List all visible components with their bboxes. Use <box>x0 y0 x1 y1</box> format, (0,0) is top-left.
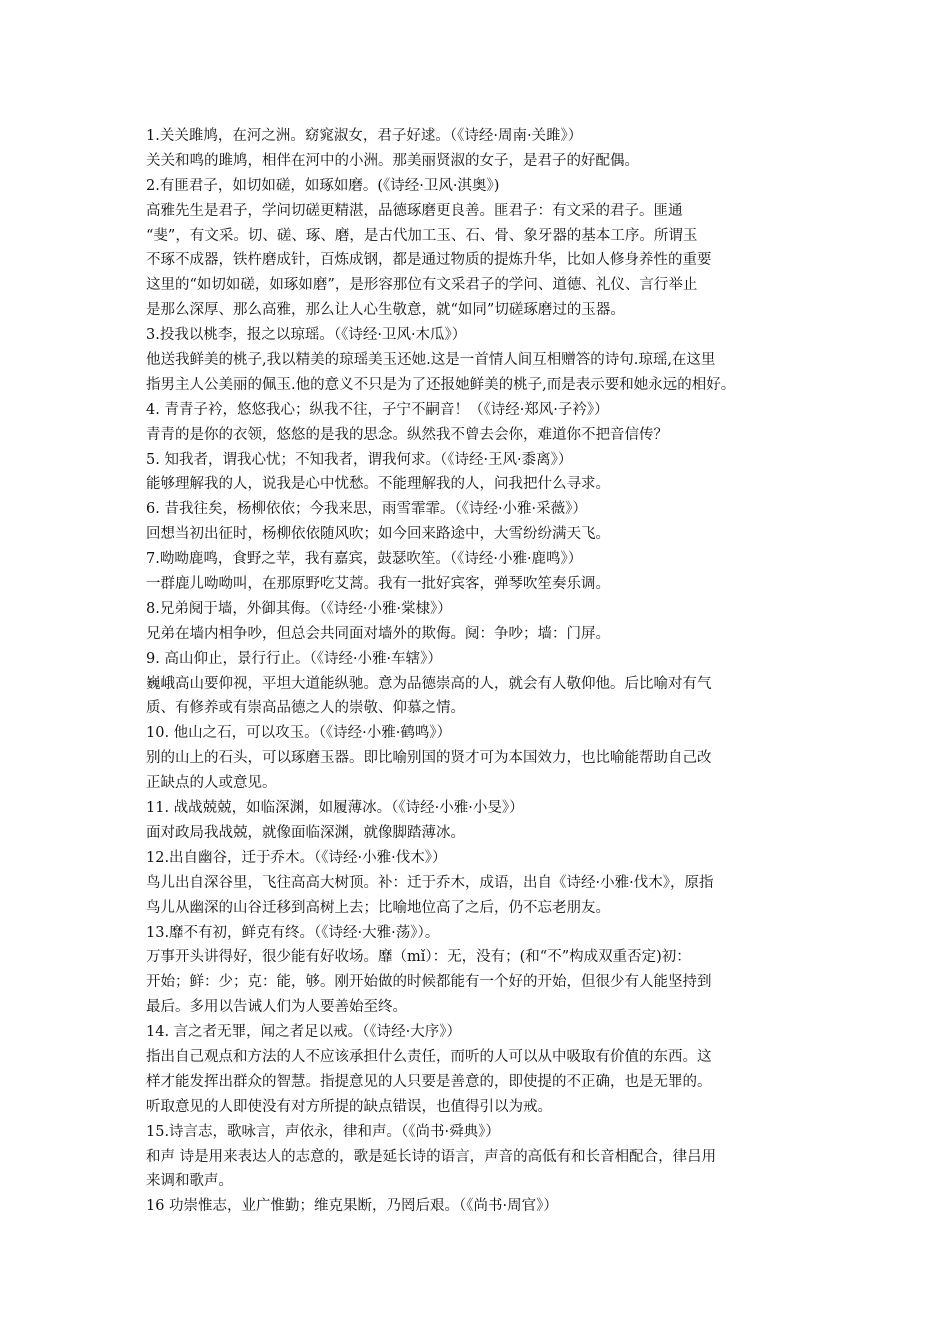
text-line: 青青的是你的衣领，悠悠的是我的思念。纵然我不曾去会你，难道你不把音信传？ <box>146 426 668 443</box>
text-line: 6. 昔我往矣，杨柳依依；今我来思，雨雪霏霏。（《诗经·小雅·采薇》） <box>146 501 587 518</box>
text-line: 别的山上的石头，可以琢磨玉器。即比喻别国的贤才可为本国效力，也比喻能帮助自己改 <box>146 750 712 767</box>
text-line: 他送我鲜美的桃子,我以精美的琼瑶美玉还她.这是一首情人间互相赠答的诗句.琼瑶,在这里 <box>146 352 716 369</box>
text-line: 来调和歌声。 <box>146 1173 233 1190</box>
text-line: 正缺点的人或意见。 <box>146 775 277 792</box>
text-line: 指出自己观点和方法的人不应该承担什么责任，而听的人可以从中吸取有价值的东西。这 <box>146 1048 712 1065</box>
document-body <box>146 124 826 1219</box>
text-line: 3.投我以桃李，报之以琼瑶。（《诗经·卫风·木瓜》） <box>146 327 467 344</box>
text-line: 和声 诗是用来表达人的志意的，歌是延长诗的语言，声音的高低有和长音相配合，律吕用 <box>146 1148 717 1165</box>
text-line: 10. 他山之石，可以攻玉。（《诗经·小雅·鹤鸣》） <box>146 725 452 742</box>
text-line: 面对政局我战兢，就像面临深渊，就像脚踏薄冰。 <box>146 824 465 841</box>
text-line: 巍峨高山要仰视，平坦大道能纵驰。意为品德崇高的人，就会有人敬仰他。后比喻对有气 <box>146 675 712 692</box>
text-line: 不琢不成器，铁杵磨成针，百炼成钢，都是通过物质的提炼升华，比如人修身养性的重要 <box>146 252 712 269</box>
text-line: 回想当初出征时，杨柳依依随风吹；如今回来路途中，大雪纷纷满天飞。 <box>146 526 610 543</box>
text-line: 4. 青青子衿，悠悠我心；纵我不往，子宁不嗣音！（《诗经·郑风·子衿》） <box>146 401 609 418</box>
text-line: 指男主人公美丽的佩玉.他的意义不只是为了还报她鲜美的桃子,而是表示要和她永远的相好。 <box>146 376 736 393</box>
text-line: 高雅先生是君子，学问切磋更精湛，品德琢磨更良善。匪君子：有文采的君子。匪通 <box>146 202 683 219</box>
text-line: 7.呦呦鹿鸣，食野之苹，我有嘉宾，鼓瑟吹笙。（《诗经·小雅·鹿鸣》） <box>146 551 583 568</box>
text-line: 是那么深厚、那么高雅，那么让人心生敬意，就“如同”切磋琢磨过的玉器。 <box>146 302 625 319</box>
text-line: 8.兄弟阋于墙，外御其侮。（《诗经·小雅·棠棣》） <box>146 600 452 617</box>
text-line: 一群鹿儿呦呦叫，在那原野吃艾蒿。我有一批好宾客，弹琴吹笙奏乐调。 <box>146 576 610 593</box>
text-line: 质、有修养或有崇高品德之人的崇敬、仰慕之情。 <box>146 700 465 717</box>
text-line: 听取意见的人即使没有对方所提的缺点错误，也值得引以为戒。 <box>146 1098 552 1115</box>
text-line: 样才能发挥出群众的智慧。指提意见的人只要是善意的，即使提的不正确，也是无罪的。 <box>146 1073 712 1090</box>
text-line: 最后。多用以告诫人们为人要善始至终。 <box>146 999 407 1016</box>
text-line: 开始；鲜：少；克：能，够。刚开始做的时候都能有一个好的开始，但很少有人能坚持到 <box>146 974 712 991</box>
text-line: 9. 高山仰止，景行行止。（《诗经·小雅·车辖》） <box>146 650 442 667</box>
text-line: 鸟儿出自深谷里，飞往高高大树顶。补：迁于乔木，成语，出自《诗经·小雅·伐木》，原指 <box>146 874 714 891</box>
text-line: 2.有匪君子，如切如磋，如琢如磨。(《诗经·卫风·淇奥》) <box>146 177 500 194</box>
text-line: 13.靡不有初，鲜克有终。（《诗经·大雅·荡》）。 <box>146 924 440 941</box>
text-line: 5. 知我者，谓我心忧；不知我者，谓我何求。（《诗经·王风·黍离》） <box>146 451 573 468</box>
text-line: 11. 战战兢兢，如临深渊，如履薄冰。（《诗经·小雅·小旻》） <box>146 800 524 817</box>
text-line: 15.诗言志，歌咏言，声依永，律和声。（《尚书·舜典》） <box>146 1123 500 1140</box>
text-line: 兄弟在墙内相争吵，但总会共同面对墙外的欺侮。阋：争吵；墙：门屏。 <box>146 625 610 642</box>
text-line: “斐”，有文采。切、磋、琢、磨，是古代加工玉、石、骨、象牙器的基本工序。所谓玉 <box>146 227 698 244</box>
text-line: 关关和鸣的雎鸠，相伴在河中的小洲。那美丽贤淑的女子，是君子的好配偶。 <box>146 152 639 169</box>
text-line: 能够理解我的人，说我是心中忧愁。不能理解我的人，问我把什么寻求。 <box>146 476 610 493</box>
text-line: 12.出自幽谷，迁于乔木。（《诗经·小雅·伐木》） <box>146 849 447 866</box>
text-line: 1.关关雎鸠，在河之洲。窈窕淑女，君子好逑。（《诗经·周南·关雎》） <box>146 128 583 144</box>
text-line: 16 功崇惟志，业广惟勤；维克果断，乃罔后艰。（《尚书·周官》） <box>146 1198 558 1215</box>
text-line: 鸟儿从幽深的山谷迁移到高树上去；比喻地位高了之后，仍不忘老朋友。 <box>146 899 610 916</box>
text-line: 14. 言之者无罪，闻之者足以戒。（《诗经·大序》） <box>146 1024 462 1041</box>
text-line: 万事开头讲得好，很少能有好收场。靡（mǐ）：无，没有；(和“不”构成双重否定)初： <box>146 949 691 966</box>
text-line: 这里的“如切如磋，如琢如磨”，是形容那位有文采君子的学问、道德、礼仪、言行举止 <box>146 277 698 294</box>
